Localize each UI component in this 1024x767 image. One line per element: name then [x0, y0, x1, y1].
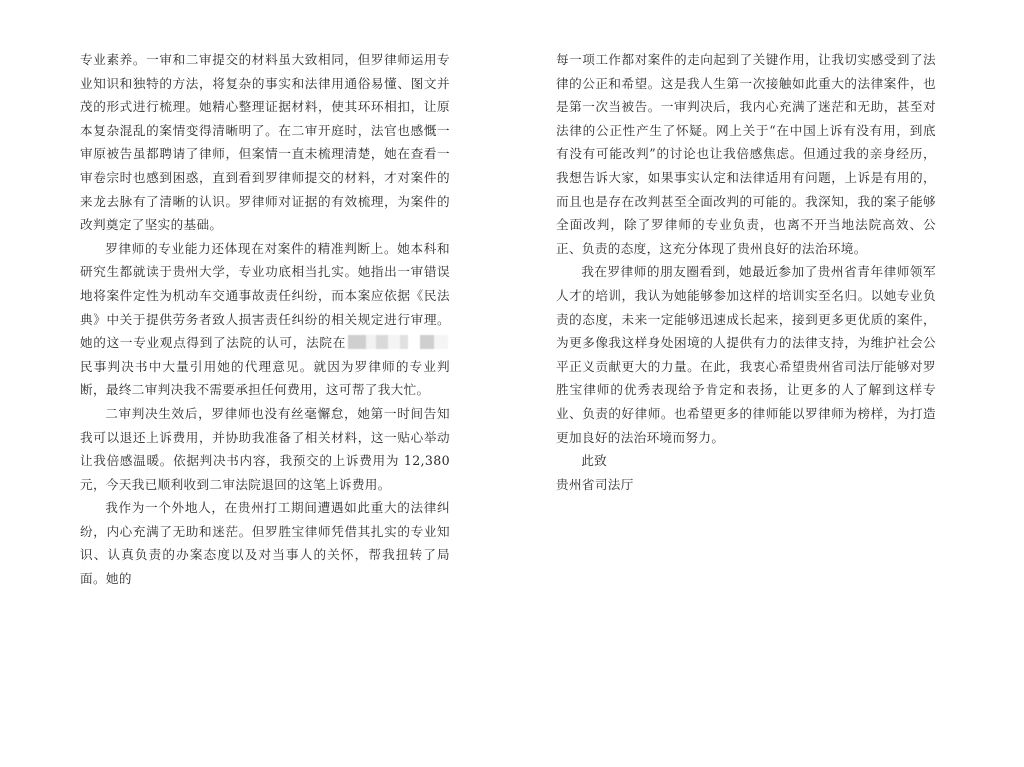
right-paragraph-2: 我在罗律师的朋友圈看到，她最近参加了贵州省青年律师领军人才的培训，我认为她能够参加这样的培训实至名归。以她专业负责的态度，未来一定能够迅速成长起来，接到更多更优质的案件，为更多像我这样身处困境的人提供有力的法律支持，为维护社会公平正义贡献更大的力量。在此，我衷心希望贵州省司法厅能够对罗胜宝律师的优秀表现给予肯定和表扬，让更多的人了解到这样专业、负责的好律师。也希望更多的律师能以罗律师为榜样，为打造更加良好的法治环境而努力。: [556, 264, 936, 445]
closing-salutation: 此致: [581, 453, 608, 469]
left-paragraph-1: 专业素养。一审和二审提交的材料虽大致相同，但罗律师运用专业知识和独特的方法，将复杂的事实和法律用通俗易懂、图文并茂的形式进行梳理。她精心整理证据材料，使其环环相扣，让原本复杂混乱的案情变得清晰明了。在二审开庭时，法官也感慨一审原被告虽都聘请了律师，但案情一直未梳理清楚，她在查看一审卷宗时也感到困惑，直到看到罗律师提交的材料，才对案件的来龙去脉有了清晰的认识。罗律师对证据的有效梳理，为案件的改判奠定了坚实的基础。: [80, 52, 450, 233]
right-paragraph-1: 每一项工作都对案件的走向起到了关键作用，让我切实感受到了法律的公正和希望。这是我人生第一次接触如此重大的法律案件，也是第一次当被告。一审判决后，我内心充满了迷茫和无助，甚至对法律的公正性产生了怀疑。网上关于“在中国上诉有没有用，到底有没有可能改判”的讨论也让我倍感焦虑。但通过我的亲身经历，我想告诉大家，如果事实认定和法律适用有问题，上诉是有用的，而且也是存在改判甚至全面改判的可能的。我深知，我的案子能够全面改判，除了罗律师的专业负责，也离不开当地法院高效、公正、负责的态度，这充分体现了贵州良好的法治环境。: [556, 52, 936, 256]
left-page: [80, 48, 450, 591]
left-paragraph-4: 我作为一个外地人，在贵州打工期间遭遇如此重大的法律纠纷，内心充满了无助和迷茫。但罗胜宝律师凭借其扎实的专业知识、认真负责的办案态度以及对当事人的关怀，帮我扭转了局面。她的: [80, 500, 450, 587]
redaction-blur: [348, 335, 448, 349]
right-page: [556, 48, 936, 496]
recipient-name: 贵州省司法厅: [556, 476, 634, 492]
left-paragraph-2-after-redaction: 民事判决书中大量引用她的代理意见。就因为罗律师的专业判断，最终二审判决我不需要承担任何费用，这可帮了我大忙。: [80, 358, 450, 398]
left-paragraph-2: [80, 237, 450, 402]
left-paragraph-2-before-redaction: 罗律师的专业能力还体现在对案件的精准判断上。她本科和研究生都就读于贵州大学，专业功底相当扎实。她指出一审错误地将案件定性为机动车交通事故责任纠纷，而本案应依据《民法典》中关于提供劳务者致人损害责任纠纷的相关规定进行审理。她的这一专业观点得到了法院的认可，法院在: [80, 240, 450, 351]
left-paragraph-3: 二审判决生效后，罗律师也没有丝毫懈怠，她第一时间告知我可以退还上诉费用，并协助我准备了相关材料，这一贴心举动让我倍感温暖。依据判决书内容，我预交的上诉费用为 12,380 元，今天我已顺利收到二审法院退回的这笔上诉费用。: [80, 405, 450, 492]
